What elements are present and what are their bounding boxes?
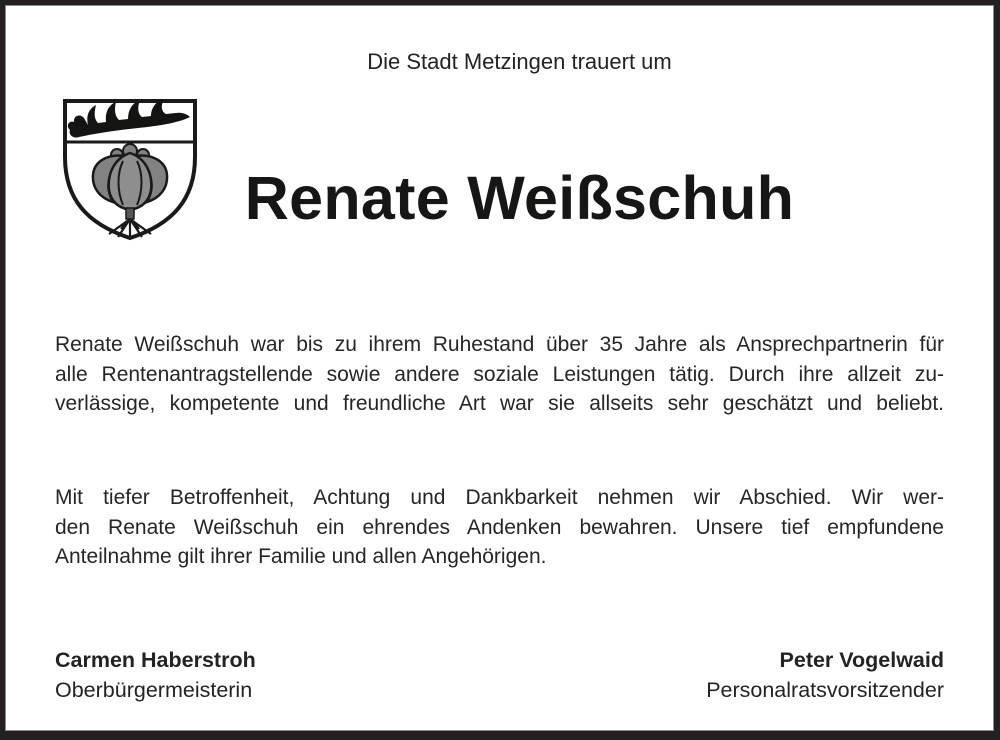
deceased-name: Renate Weißschuh	[244, 164, 795, 232]
paragraph-career	[55, 330, 944, 419]
signature-role: Oberbürgermeisterin	[55, 678, 253, 702]
paragraph-line: verlässige, kompetente und freundliche Art war sie allseits sehr geschätzt und beliebt.	[55, 392, 944, 415]
paragraph-condolence	[55, 483, 944, 572]
paragraph-line: den Renate Weißschuh ein ehrendes Andenken bewahren. Unsere tief empfundene	[55, 515, 944, 539]
signature-name: Peter Vogelwaid	[779, 648, 944, 672]
paragraph-line: alle Rentenantragstellende sowie andere soziale Leistungen tätig. Durch ihre allzeit zu-	[55, 362, 944, 386]
signature-role: Personalratsvorsitzender	[706, 678, 944, 702]
paragraph-line: Renate Weißschuh war bis zu ihrem Ruhestand über 35 Jahre als Ansprechpartnerin für	[55, 333, 944, 356]
paragraph-line: Anteilnahme gilt ihrer Familie und allen Angehörigen.	[55, 545, 547, 568]
signature-name: Carmen Haberstroh	[55, 648, 256, 672]
paragraph-line: Mit tiefer Betroffenheit, Achtung und Dankbarkeit nehmen wir Abschied. Wir wer-	[55, 486, 944, 509]
signature-left	[55, 645, 256, 705]
signature-right	[706, 645, 944, 705]
intro-line: Die Stadt Metzingen trauert um	[367, 49, 672, 74]
